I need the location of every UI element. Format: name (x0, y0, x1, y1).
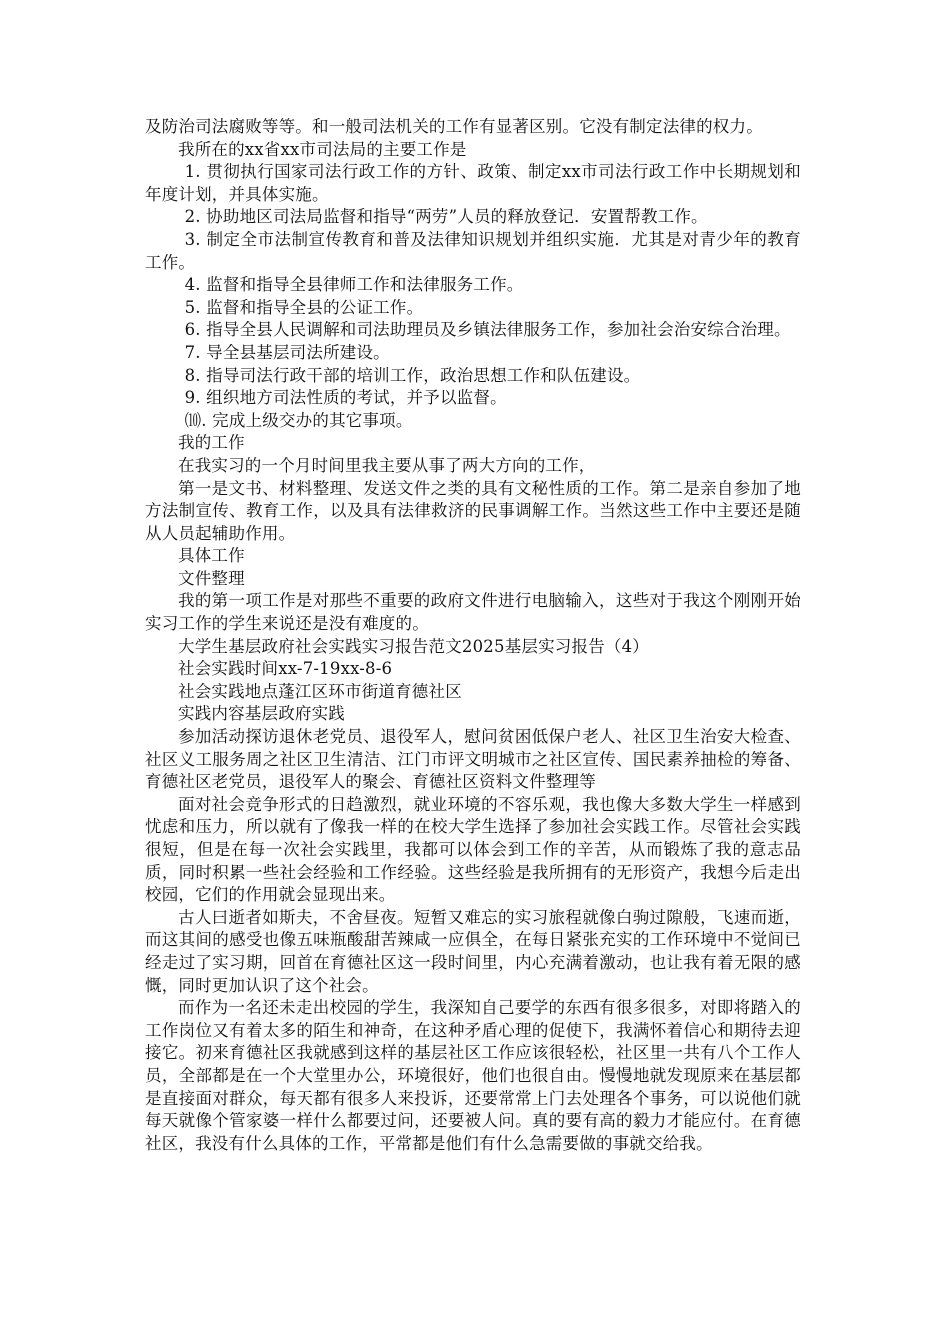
paragraph: 我的工作 (178, 433, 245, 453)
list-item: 1. 贯彻执行国家司法行政工作的方针、政策、制定xx市司法行政工作中长期规划和年度计划，并具体实施。 (145, 162, 801, 204)
list-item: 3. 制定全市法制宣传教育和普及法律知识规划并组织实施．尤其是对青少年的教育工作。 (145, 229, 801, 272)
paragraph: 我所在的xx省xx市司法局的主要工作是 (178, 139, 467, 159)
list-item: ⑽. 完成上级交办的其它事项。 (184, 410, 413, 430)
paragraph: 具体工作 (178, 546, 245, 566)
list-item: 5. 监督和指导全县的公证工作。 (184, 297, 424, 317)
list-item: 2. 协助地区司法局监督和指导“两劳”人员的释放登记．安置帮教工作。 (184, 207, 708, 227)
paragraph: 大学生基层政府社会实践实习报告范文2025基层实习报告（4） (178, 636, 649, 656)
list-item: 9. 组织地方司法性质的考试，并予以监督。 (184, 388, 507, 408)
paragraph: 文件整理 (178, 568, 245, 588)
paragraph: 参加活动探访退休老党员、退役军人，慰问贫困低保户老人、社区卫生治安大检查、社区义工服务周之社区卫生清洁、江门市评文明城市之社区宣传、国民素养抽检的筹备、育德社区老党员，退役军人的聚会、育德社区资料文件整理等 (145, 727, 801, 792)
list-item: 6. 指导全县人民调解和司法助理员及乡镇法律服务工作，参加社会治安综合治理。 (184, 320, 791, 340)
list-item: 4. 监督和指导全县律师工作和法律服务工作。 (184, 275, 524, 295)
paragraph: 社会实践时间xx-7-19xx-8-6 (178, 659, 393, 679)
paragraph: 实践内容基层政府实践 (178, 704, 345, 724)
paragraph: 而作为一名还未走出校园的学生，我深知自己要学的东西有很多很多，对即将踏入的工作岗位又有着太多的陌生和神奇，在这种矛盾心理的促使下，我满怀着信心和期待去迎接它。初来育德社区我就感到这样的基层社区工作应该很轻松，社区里一共有八个工作人员，全部都是在一个大堂里办公，环境很好，他们也很自由。慢慢地就发现原来在基层都是直接面对群众，每天都有很多人来投诉，还要常常上门去处理各个事务，可以说他们就每天就像个管家婆一样什么都要过问，还要被人问。真的要有高的毅力才能应付。在育德社区，我没有什么具体的工作，平常都是他们有什么急需要做的事就交给我。 (145, 998, 801, 1153)
paragraph: 社会实践地点蓬江区环市街道育德社区 (178, 681, 462, 701)
paragraph: 面对社会竞争形式的日趋激烈，就业环境的不容乐观，我也像大多数大学生一样感到忧虑和压力，所以就有了像我一样的在校大学生选择了参加社会实践工作。尽管社会实践很短，但是在每一次社会实践里，我都可以体会到工作的辛苦，从而锻炼了我的意志品质，同时积累一些社会经验和工作经验。这些经验是我所拥有的无形资产，我想今后走出校园，它们的作用就会显现出来。 (145, 794, 801, 905)
list-item: 7. 导全县基层司法所建设。 (184, 342, 390, 362)
list-item: 8. 指导司法行政干部的培训工作，政治思想工作和队伍建设。 (184, 365, 641, 385)
paragraph: 及防治司法腐败等等。和一般司法机关的工作有显著区别。它没有制定法律的权力。 (145, 117, 763, 136)
paragraph: 我的第一项工作是对那些不重要的政府文件进行电脑输入，这些对于我这个刚刚开始实习工作的学生来说还是没有难度的。 (145, 591, 801, 634)
document-page (145, 116, 801, 1155)
paragraph: 在我实习的一个月时间里我主要从事了两大方向的工作， (178, 455, 596, 475)
paragraph: 第一是文书、材料整理、发送文件之类的具有文秘性质的工作。第二是亲自参加了地方法制宣传、教育工作，以及具有法律救济的民事调解工作。当然这些工作中主要还是随从人员起辅助作用。 (145, 478, 801, 543)
paragraph: 古人曰逝者如斯夫，不舍昼夜。短暂又难忘的实习旅程就像白驹过隙般，飞速而逝，而这其间的感受也像五味瓶酸甜苦辣咸一应俱全，在每日紧张充实的工作环境中不觉间已经走过了实习期，回首在育德社区这一段时间里，内心充满着激动，也让我有着无限的感慨，同时更加认识了这个社会。 (145, 907, 801, 995)
